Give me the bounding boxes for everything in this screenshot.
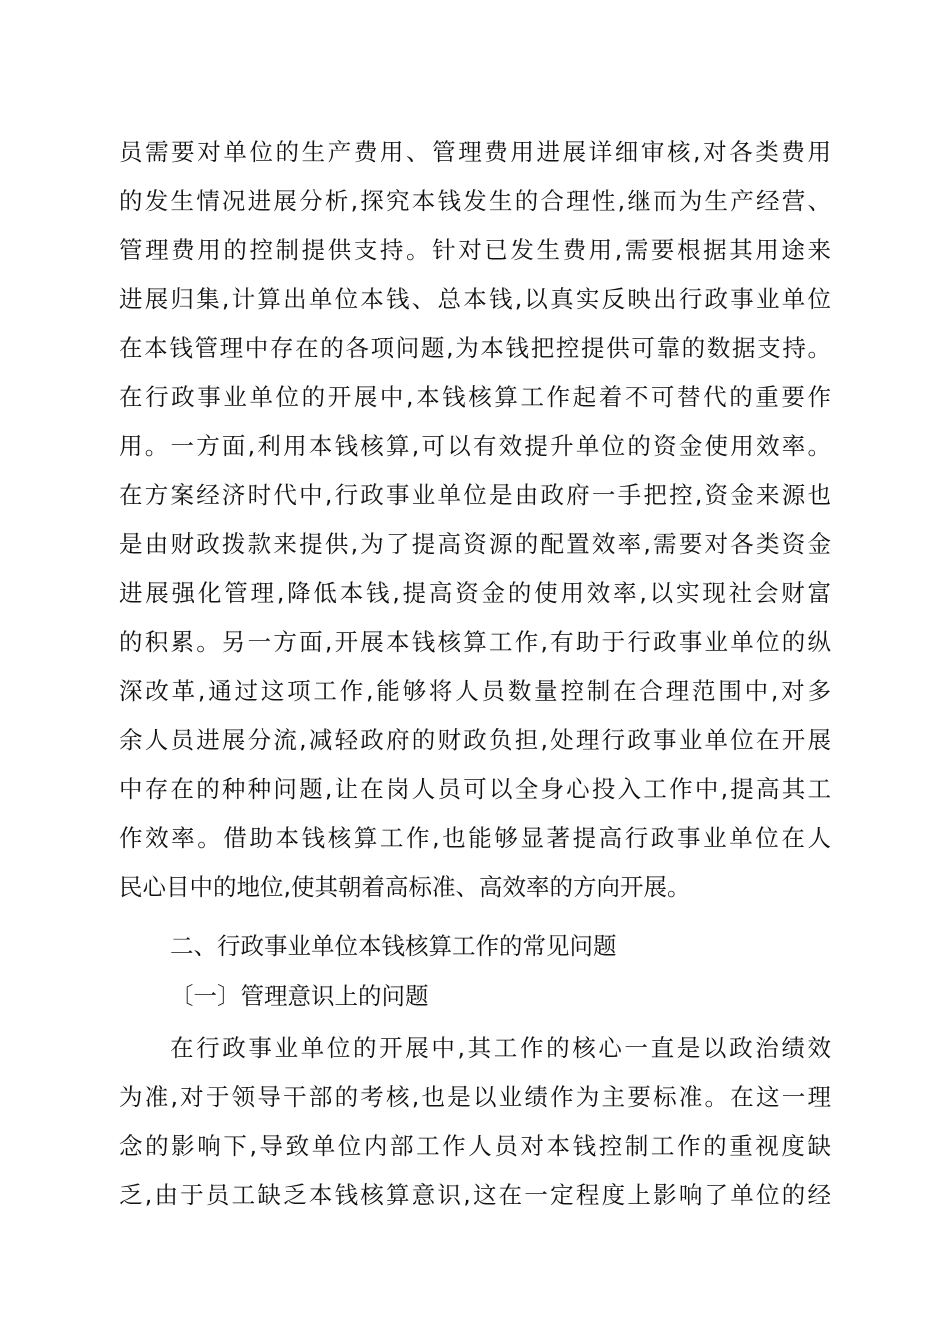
- body-text-line: 念的影响下,导致单位内部工作人员对本钱控制工作的重视度缺: [119, 1132, 831, 1160]
- body-text-line: 乏,由于员工缺乏本钱核算意识,这在一定程度上影响了单位的经: [119, 1181, 831, 1209]
- body-text-line: 为准,对于领导干部的考核,也是以业绩作为主要标准。在这一理: [119, 1083, 831, 1111]
- body-text-line: 深改革,通过这项工作,能够将人员数量控制在合理范围中,对多: [119, 677, 831, 705]
- body-text-line: 进展归集,计算出单位本钱、总本钱,以真实反映出行政事业单位: [119, 285, 831, 313]
- body-text-line: 在方案经济时代中,行政事业单位是由政府一手把控,资金来源也: [119, 481, 831, 509]
- body-text-line: 用。一方面,利用本钱核算,可以有效提升单位的资金使用效率。: [119, 432, 831, 460]
- body-text-line: 是由财政拨款来提供,为了提高资源的配置效率,需要对各类资金: [119, 530, 831, 558]
- body-text-line: 民心目中的地位,使其朝着高标准、高效率的方向开展。: [119, 873, 691, 901]
- body-text-line: 的积累。另一方面,开展本钱核算工作,有助于行政事业单位的纵: [119, 628, 831, 656]
- body-text-line: 管理费用的控制提供支持。针对已发生费用,需要根据其用途来: [119, 236, 831, 264]
- body-text-line: 在本钱管理中存在的各项问题,为本钱把控提供可靠的数据支持。: [119, 334, 831, 362]
- body-text-line: 作效率。借助本钱核算工作,也能够显著提高行政事业单位在人: [119, 824, 831, 852]
- body-text-line: 余人员进展分流,减轻政府的财政负担,处理行政事业单位在开展: [119, 726, 831, 754]
- body-text-line: 员需要对单位的生产费用、管理费用进展详细审核,对各类费用: [119, 138, 831, 166]
- body-text-line: 中存在的种种问题,让在岗人员可以全身心投入工作中,提高其工: [119, 775, 831, 803]
- section-heading: 二、行政事业单位本钱核算工作的常见问题: [170, 932, 617, 960]
- subsection-heading: 〔一〕管理意识上的问题: [170, 982, 429, 1010]
- body-text-line: 的发生情况进展分析,探究本钱发生的合理性,继而为生产经营、: [119, 187, 831, 215]
- body-text-line: 在行政事业单位的开展中,本钱核算工作起着不可替代的重要作: [119, 383, 831, 411]
- body-text-line: 进展强化管理,降低本钱,提高资金的使用效率,以实现社会财富: [119, 579, 831, 607]
- body-text-line: 在行政事业单位的开展中,其工作的核心一直是以政治绩效: [170, 1034, 831, 1062]
